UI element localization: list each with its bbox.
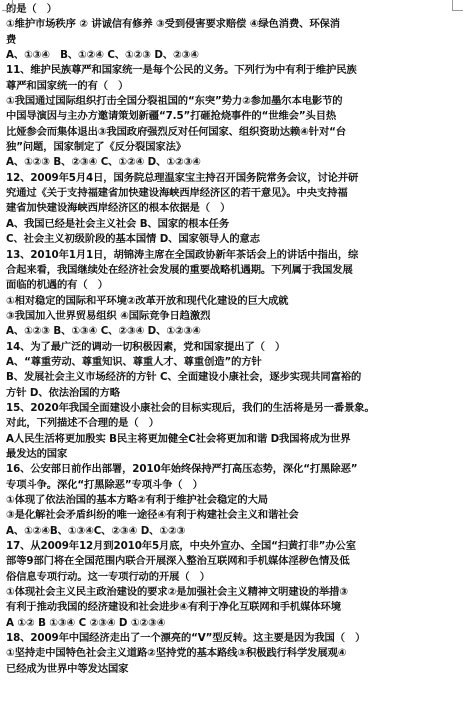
text-line: 独”问题，国家制定了《反分裂国家法》 bbox=[6, 141, 187, 154]
text-line: 对此，下列描述不合理的是（ ） bbox=[6, 417, 159, 430]
text-line: 建省加快建设海峡西岸经济区的根本依据是（ ） bbox=[6, 202, 231, 215]
text-line: 15、2020年我国全面建设小康社会的目标实现后，我们的生活将是另一番景象。 bbox=[6, 401, 375, 414]
text-line: A、①②③ B、①③④ C、②③④ D、①②③④ bbox=[6, 325, 201, 338]
text-line: 方针 D、依法治国的方略 bbox=[6, 386, 120, 399]
text-line: 究通过《关于支持福建省加快建设海峡西岸经济区的若干意见》。中央支持福 bbox=[6, 187, 348, 200]
text-line: 合起来看，我国继续处在经济社会发展的重要战略机遇期。下列属于我国发展 bbox=[6, 263, 353, 276]
text-line: 13、2010年1月1日，胡锦涛主席在全国政协新年茶话会上的讲话中指出，综 bbox=[6, 248, 359, 261]
corner-mark-right bbox=[452, 0, 463, 11]
text-line: C、社会主义初级阶段的基本国情 D、国家领导人的意志 bbox=[6, 233, 260, 246]
text-line: ③是化解社会矛盾纠纷的唯一途径④有利于构建社会主义和谐社会 bbox=[6, 509, 299, 522]
text-line: ①我国通过国际组织打击全国分裂祖国的“东突”势力②参加墨尔本电影节的 bbox=[6, 95, 343, 108]
text-line: 中国导演因与主办方邀请策划新疆“7.5”打砸抢烧事件的“世维会”头目热 bbox=[6, 110, 337, 123]
text-line: A、①②③ B、②③④ C、①②④ D、①②③④ bbox=[6, 156, 201, 169]
text-line: 16、公安部日前作出部署，2010年始终保持严打高压态势，深化“打黑除恶” bbox=[6, 463, 358, 476]
question-text-body bbox=[6, 2, 457, 677]
text-line: 最发达的国家 bbox=[6, 447, 68, 460]
text-line: 专项斗争。深化“打黑除恶”专项斗争（ ） bbox=[6, 478, 203, 491]
corner-mark-left bbox=[2, 0, 13, 11]
text-line: ①相对稳定的国际和平环境②改革开放和现代化建设的巨大成就 bbox=[6, 294, 289, 307]
text-line: A ①② B ①③④ C ②③④ D ①②③④ bbox=[6, 616, 166, 629]
text-line: 已经成为世界中等发达国家 bbox=[6, 662, 129, 675]
text-line: ①体现了依法治国的基本方略②有利于维护社会稳定的大局 bbox=[6, 494, 268, 506]
text-line: A人民生活将更加殷实 B民主将更加健全C社会将更加和谐 D我国将成为世界 bbox=[6, 432, 351, 445]
text-line: 18、2009年中国经济走出了一个漂亮的“V”型反转。这主要是因为我国（ ） bbox=[6, 632, 366, 645]
text-line: 尊严和国家统一的有（ ） bbox=[6, 79, 129, 92]
text-line: ③我国加入世界贸易组织 ④国际竞争日趋激烈 bbox=[6, 309, 211, 322]
text-line: ①维护市场秩序 ② 讲诚信有修养 ③受到侵害要求赔偿 ④绿色消费、环保消 bbox=[6, 18, 340, 31]
text-line: A、①③④ B、①②④ C、①②③ D、②③④ bbox=[6, 49, 199, 62]
text-line: 17、从2009年12月到2010年5月底，中央外宣办、全国“扫黄打非”办公室 bbox=[6, 540, 356, 553]
text-line: A、我国已经是社会主义社会 B、国家的根本任务 bbox=[6, 217, 230, 230]
text-line: 部等9部门将在全国范围内联合开展深入整治互联网和手机媒体淫秽色情及低 bbox=[6, 555, 350, 568]
text-line: A、“尊重劳动、尊重知识、尊重人才、尊重创造”的方针 bbox=[6, 355, 262, 368]
text-line: 12、2009年5月4日，国务院总理温家宝主持召开国务院常务会议，讨论并研 bbox=[6, 171, 359, 184]
text-line: 费 bbox=[6, 33, 17, 46]
text-line: 11、维护民族尊严和国家统一是每个公民的义务。下列行为中有利于维护民族 bbox=[6, 64, 357, 77]
text-line: ①坚持走中国特色社会主义道路②坚持党的基本路线③积极践行科学发展观④ bbox=[6, 647, 347, 660]
text-line: ①体现社会主义民主政治建设的要求②是加强社会主义精神文明建设的举措③ bbox=[6, 586, 348, 599]
text-line: 比娅参会而集体退出③我国政府强烈反对任何国家、组织资助达赖④针对“台 bbox=[6, 125, 347, 138]
text-line: 的是（ ） bbox=[6, 3, 57, 15]
text-line: 14、为了最广泛的调动一切积极因素，党和国家提出了（ ） bbox=[6, 340, 286, 353]
text-line: B、发展社会主义市场经济的方针 C、全面建设小康社会，逐步实现共同富裕的 bbox=[6, 371, 362, 384]
text-line: 有利于推动我国的经济建设和社会进步④有利于净化互联网和手机媒体环境 bbox=[6, 601, 341, 614]
text-line: 俗信息专项行动。这一专项行动的开展（ ） bbox=[6, 570, 210, 583]
text-line: 面临的机遇的有（ ） bbox=[6, 279, 108, 292]
text-line: A、①②④B、①③④C、②③④ D、①②③ bbox=[6, 524, 186, 537]
